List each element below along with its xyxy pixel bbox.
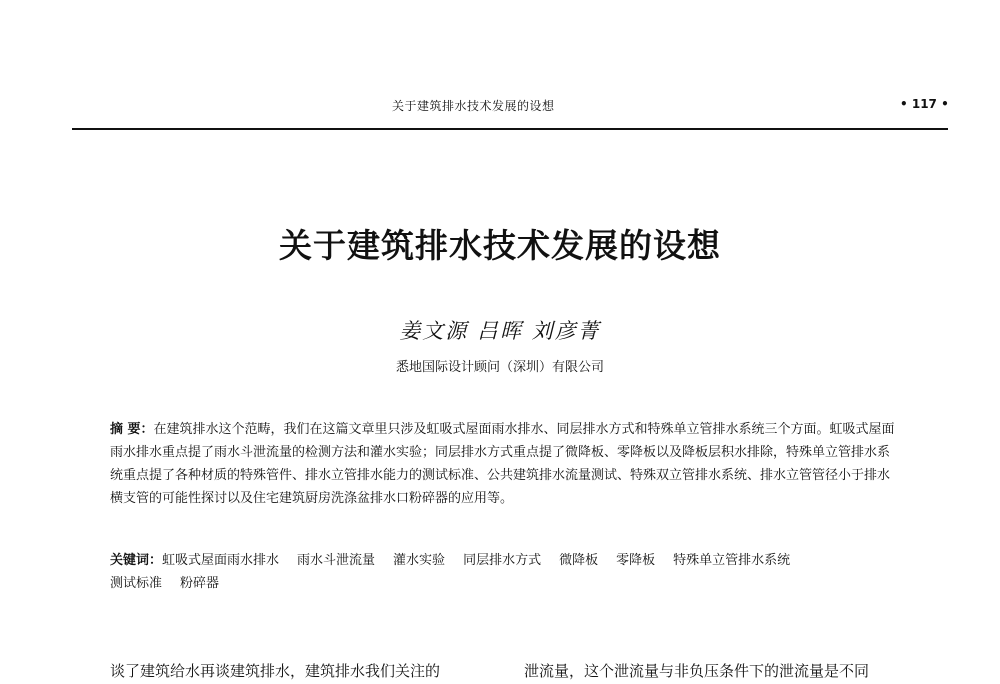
keyword: 粉碎器 (180, 576, 220, 591)
body-text-right-column: 泄流量，这个泄流量与非负压条件下的泄流量是不同 (524, 662, 870, 680)
author-list: 姜文源 吕晖 刘彦菁 (399, 319, 601, 343)
keyword: 灌水实验 (393, 553, 446, 568)
keyword: 微降板 (559, 553, 599, 568)
abstract-label: 摘 要： (110, 422, 154, 437)
running-head-title: 关于建筑排水技术发展的设想 (392, 99, 555, 113)
article-title: 关于建筑排水技术发展的设想 (279, 226, 721, 265)
running-head (0, 97, 1000, 115)
keyword: 测试标准 (110, 576, 163, 591)
body-text-left-column: 谈了建筑给水再谈建筑排水，建筑排水我们关注的 (110, 662, 441, 680)
affiliation: 悉地国际设计顾问（深圳）有限公司 (395, 360, 604, 375)
keywords-label: 关键词： (110, 553, 163, 568)
keyword: 特殊单立管排水系统 (673, 553, 791, 568)
keyword: 虹吸式屋面雨水排水 (162, 553, 280, 568)
keyword: 雨水斗泄流量 (297, 553, 376, 568)
keywords (110, 549, 902, 595)
keyword: 零降板 (616, 553, 656, 568)
abstract (110, 418, 902, 510)
keyword: 同层排水方式 (463, 553, 542, 568)
header-rule (72, 128, 948, 130)
page-number: • 117 • (900, 97, 949, 111)
abstract-text: 在建筑排水这个范畴，我们在这篇文章里只涉及虹吸式屋面雨水排水、同层排水方式和特殊单立管排水系统三个方面。虹吸式屋面雨水排水重点提了雨水斗泄流量的检测方法和灌水实验；同层排水方式重点提了微降板、零降板以及降板层积水排除，特殊单立管排水系统重点提了各种材质的特殊管件、排水立管排水能力的测试标准、公共建筑排水流量测试、特殊双立管排水系统、排水立管管径小于排水横支管的可能性探讨以及住宅建筑厨房洗涤盆排水口粉碎器的应用等。 (110, 422, 895, 506)
